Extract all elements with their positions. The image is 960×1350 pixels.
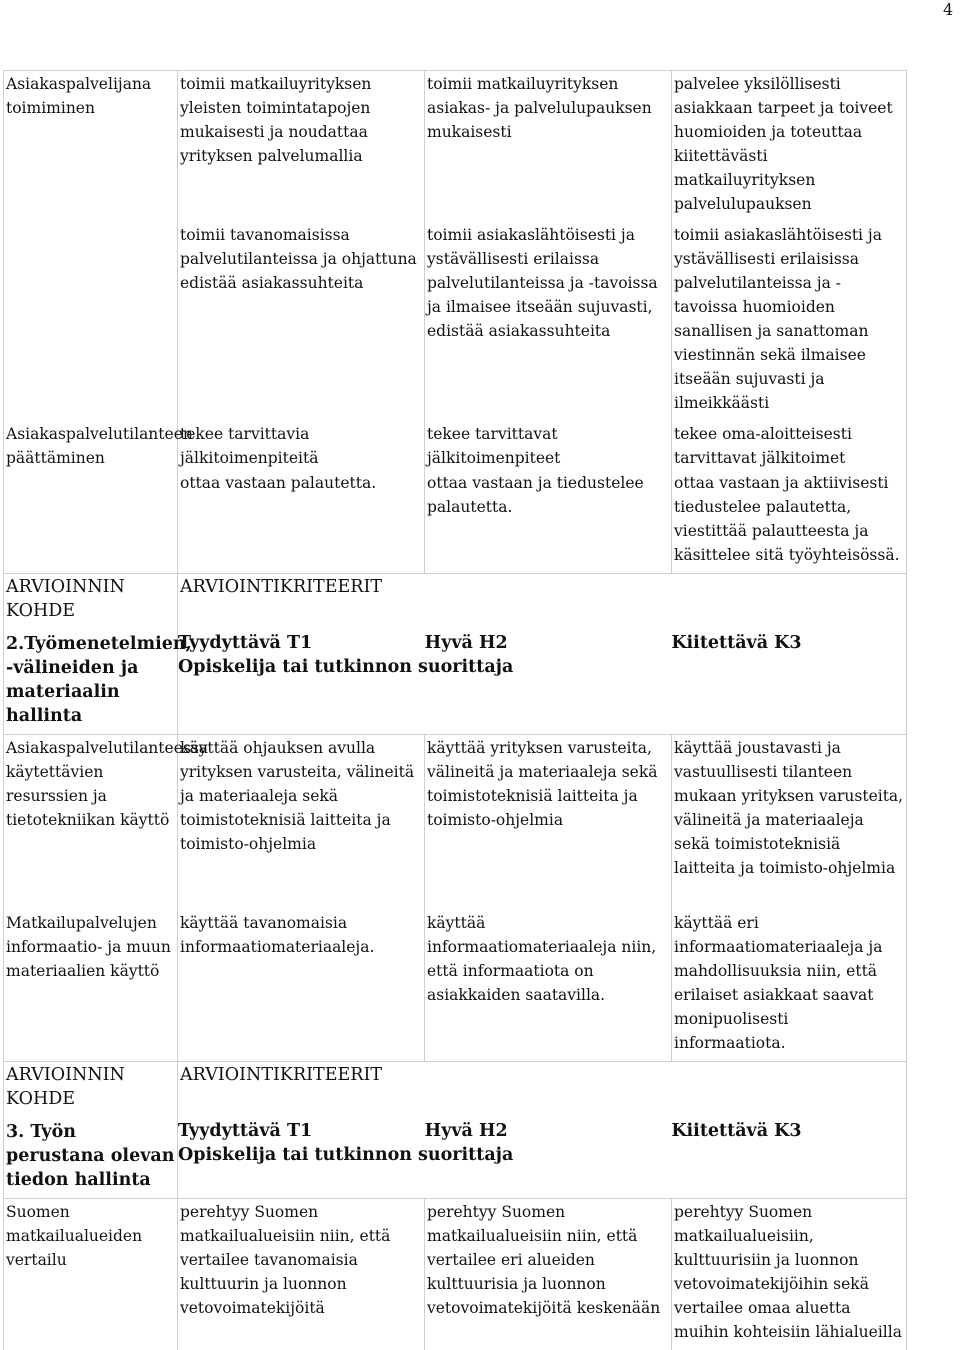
criterion-h2: käyttää informaatiomateriaaleja niin, että informaatiota on asiakkaiden saatavilla. (425, 910, 672, 1062)
criterion-k3: ottaa vastaan ja aktiivisesti tiedustelee palautetta, viestittää palautteesta ja käsittelee sitä työyhteisössä. (672, 470, 907, 574)
criterion-k3: tekee oma-aloitteisesti tarvittavat jälkitoimet (672, 421, 907, 470)
assessment-target (4, 470, 178, 574)
criterion-h2: tekee tarvittavat jälkitoimenpiteet (425, 421, 672, 470)
assessment-target: Asiakaspalvelutilanteen päättäminen (4, 421, 178, 470)
table-row (4, 470, 907, 574)
grade-t1-label: Tyydyttävä T1 (178, 1119, 425, 1143)
criterion-t1: toimii matkailuyrityksen yleisten toimintatapojen mukaisesti ja noudattaa yrityksen palvelumallia (178, 71, 425, 223)
performer-label: Opiskelija tai tutkinnon suorittaja (178, 655, 906, 679)
table-header-row (4, 1062, 907, 1120)
grade-k3-label: Kiitettävä K3 (671, 631, 906, 655)
grade-h2-label: Hyvä H2 (425, 631, 672, 655)
section-title: 2.Työmenetelmien, -välineiden ja materiaalin hallinta (4, 631, 178, 735)
grade-h2-label: Hyvä H2 (425, 1119, 672, 1143)
table-header-row (4, 1119, 907, 1199)
assessment-target: Matkailupalvelujen informaatio- ja muun materiaalien käyttö (4, 910, 178, 1062)
table-row (4, 735, 907, 911)
criterion-t1: ottaa vastaan palautetta. (178, 470, 425, 574)
criterion-t1: perehtyy Suomen matkailualueisiin niin, että vertailee tavanomaisia kulttuurin ja luonnon vetovoimatekijöitä (178, 1199, 425, 1350)
table-row (4, 222, 907, 421)
criterion-t1: käyttää ohjauksen avulla yrityksen varusteita, välineitä ja materiaaleja sekä toimistoteknisiä laitteita ja toimisto-ohjelmia (178, 735, 425, 911)
criterion-k3: käyttää eri informaatiomateriaaleja ja mahdollisuuksia niin, että erilaiset asiakkaat saavat monipuolisesti informaatiota. (672, 910, 907, 1062)
criterion-t1: käyttää tavanomaisia informaatiomateriaaleja. (178, 910, 425, 1062)
assessment-target: Suomen matkailualueiden vertailu (4, 1199, 178, 1350)
table-row (4, 910, 907, 1062)
assessment-target: Asiakaspalvelijana toimiminen (4, 71, 178, 223)
performer-label: Opiskelija tai tutkinnon suorittaja (178, 1143, 906, 1167)
table-header-row (4, 574, 907, 632)
assessment-target-heading: ARVIOINNIN KOHDE (4, 574, 178, 632)
grade-t1-label: Tyydyttävä T1 (178, 631, 425, 655)
table-header-row (4, 631, 907, 735)
assessment-criteria-heading: ARVIOINTIKRITEERIT (178, 1062, 907, 1120)
criterion-k3: toimii asiakaslähtöisesti ja ystävällisesti erilaisissa palvelutilanteissa ja -tavoissa huomioiden sanallisen ja sanattoman viestinnän sekä ilmaisee itseään sujuvasti ja ilmeikkäästi (672, 222, 907, 421)
criterion-h2: käyttää yrityksen varusteita, välineitä ja materiaaleja sekä toimistoteknisiä laitteita ja toimisto-ohjelmia (425, 735, 672, 911)
assessment-target (4, 222, 178, 421)
criterion-t1: tekee tarvittavia jälkitoimenpiteitä (178, 421, 425, 470)
table-row (4, 71, 907, 223)
criterion-k3: palvelee yksilöllisesti asiakkaan tarpeet ja toiveet huomioiden ja toteuttaa kiitettävästi matkailuyrityksen palvelulupauksen (672, 71, 907, 223)
grade-k3-label: Kiitettävä K3 (671, 1119, 906, 1143)
assessment-target-heading: ARVIOINNIN KOHDE (4, 1062, 178, 1120)
page-number: 4 (943, 0, 953, 19)
table-row (4, 421, 907, 470)
criterion-h2: perehtyy Suomen matkailualueisiin niin, että vertailee eri alueiden kulttuurisia ja luonnon vetovoimatekijöitä keskenään (425, 1199, 672, 1350)
criterion-h2: ottaa vastaan ja tiedustelee palautetta. (425, 470, 672, 574)
criterion-h2: toimii asiakaslähtöisesti ja ystävällisesti erilaissa palvelutilanteissa ja -tavoissa ja ilmaisee itseään sujuvasti, edistää asiakassuhteita (425, 222, 672, 421)
section-title: 3. Työn perustana olevan tiedon hallinta (4, 1119, 178, 1199)
assessment-criteria-heading: ARVIOINTIKRITEERIT (178, 574, 907, 632)
assessment-target: Asiakaspalvelutilanteessa käytettävien resurssien ja tietotekniikan käyttö (4, 735, 178, 911)
criterion-t1: toimii tavanomaisissa palvelutilanteissa ja ohjattuna edistää asiakassuhteita (178, 222, 425, 421)
table-row (4, 1199, 907, 1350)
criterion-h2: toimii matkailuyrityksen asiakas- ja palvelulupauksen mukaisesti (425, 71, 672, 223)
assessment-criteria-table (3, 70, 907, 1350)
criterion-k3: perehtyy Suomen matkailualueisiin, kulttuurisiin ja luonnon vetovoimatekijöihin sekä vertailee omaa aluetta muihin kohteisiin lähialueilla (672, 1199, 907, 1350)
criterion-k3: käyttää joustavasti ja vastuullisesti tilanteen mukaan yrityksen varusteita, välineitä ja materiaaleja sekä toimistoteknisiä laitteita ja toimisto-ohjelmia (672, 735, 907, 911)
